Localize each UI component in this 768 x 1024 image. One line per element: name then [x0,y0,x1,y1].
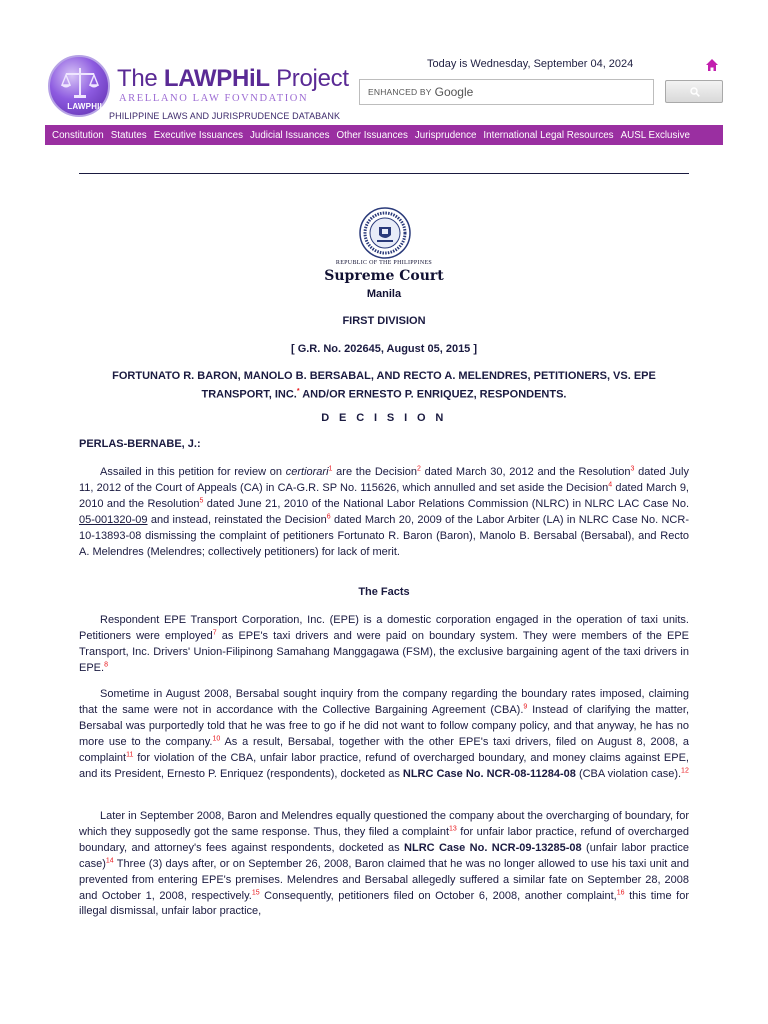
footnote-ref[interactable]: 12 [681,766,689,774]
site-title[interactable] [117,65,349,93]
home-icon[interactable] [705,58,719,72]
nav-executive-issuances[interactable]: Executive Issuances [153,129,244,141]
footnote-ref[interactable]: 10 [212,735,221,743]
parties-footnote[interactable]: * [296,388,300,395]
logo-caption: LAWPHIL [67,102,105,111]
footnote-ref[interactable]: 13 [449,825,457,833]
paragraph-2: Respondent EPE Transport Corporation, Inc. (EPE) is a domestic corporation engaged in the operation of taxi units. Petitioners were employed$^7$ as EPE's taxi drivers and were paid on boundary system. They were members of the EPE Transport, Inc. Drivers' Union-Filipinong Samahang Manggagawa (FSM), the exclusive bargaining agent of the taxi drivers in EPE.$^8$ [79,614,690,674]
paragraph-1: Assailed in this petition for review on certiorari$^1$ are the Decision$^2$ dated March 30, 2012 and the Resolution$^3$ dated July 11, 2012 of the Court of Appeals (CA) in CA-G.R. SP No. 115626, which annulled and set aside the Decision$^4$ dated March 9, 2010 and the Resolution$^5$ dated June 21, 2010 of the National Labor Relations Commission (NLRC) in NLRC LAC Case No. 05-001320-09 and instead, reinstated the Decision$^6$ dated March 20, 2009 of the Labor Arbiter (LA) in NLRC Case No. NCR-10-13893-08 dismissing the complaint of petitioners Fortunato R. Baron (Baron), Manolo B. Bersabal (Bersabal), and Recto A. Melendres (Melendres; collectively petitioners) for lack of merit. [79,465,689,558]
footnote-ref[interactable]: 14 [105,857,114,865]
case-number: [ G.R. No. 202645, August 05, 2015 ] [290,343,478,355]
footnote-ref[interactable]: 11 [126,750,134,758]
nav-judicial-issuances[interactable]: Judicial Issuances [250,129,330,141]
title-prefix: The [117,65,164,92]
google-brand: Google [434,85,474,99]
nav-other-issuances[interactable]: Other Issuances [336,129,408,141]
republic-label: REPUBLIC OF THE PHILIPPINES [335,260,433,266]
databank-tagline: PHILIPPINE LAWS AND JURISPRUDENCE DATABANK [109,111,341,121]
scales-of-justice-icon [60,65,100,101]
site-header [45,52,723,126]
footnote-ref[interactable]: 8 [104,661,108,669]
footnote-ref[interactable]: 4 [608,481,613,489]
title-bold: LAWPHiL [163,65,270,92]
footnote-ref[interactable]: 9 [523,703,528,711]
supreme-court-seal [359,207,411,259]
search-button[interactable] [665,80,723,103]
footnote-ref[interactable]: 5 [199,497,204,505]
parties-part-a: FORTUNATO R. BARON, MANOLO B. BERSABAL, AND RECTO A. MELENDRES, PETITIONERS, VS. EPE TRANSPORT, INC. [112,370,656,401]
case-link[interactable]: 05-001320-09 [79,513,148,526]
facts-heading: The Facts [358,586,410,598]
nav-constitution[interactable]: Constitution [52,129,104,141]
foundation-name: ARELLANO LAW FOVNDATION [119,93,309,104]
ponente: PERLAS-BERNABE, J.: [79,438,201,450]
decision-heading: D E C I S I O N [321,412,447,424]
search-input[interactable] [359,79,654,105]
division-heading: FIRST DIVISION [342,315,426,327]
nav-statutes[interactable]: Statutes [110,129,147,141]
divider [79,173,689,174]
court-name: Supreme Court [324,268,444,284]
paragraph-4: Later in September 2008, Baron and Melendres equally questioned the company about the overcharging of boundary, for which they supposedly got the same response. Thus, they filed a complaint$^{13}$ for unfair labor practice, refund of overcharged boundary, and attorney's fees against respondents, docketed as NLRC Case No. NCR-09-13285-08 (unfair labor practice case)$^{14}$ Three (3) days after, or on September 26, 2008, Baron claimed that he was no longer allowed to use his taxi unit and prevented from entering EPE's premises. Melendres and Bersabal allegedly suffered a similar fate on September 28, 2008 and October 1, 2008, respectively.$^{15}$ Consequently, petitioners filed on October 6, 2008, another complaint,$^{16}$ this time for illegal dismissal, unfair labor practice, [79,810,690,918]
footnote-ref[interactable]: 3 [630,465,635,473]
search-hint: ENHANCED BY [368,87,432,97]
footnote-ref[interactable]: 16 [616,888,625,896]
footnote-ref[interactable]: 1 [328,465,333,473]
nav-international-legal-resources[interactable]: International Legal Resources [483,129,614,141]
footnote-ref[interactable]: 6 [326,513,331,521]
footnote-ref[interactable]: 7 [212,629,217,637]
lawphil-logo[interactable] [48,55,110,117]
footnote-ref[interactable]: 2 [417,465,421,473]
magnifier-icon [690,87,700,97]
footnote-ref[interactable]: 15 [251,888,260,896]
title-suffix: Project [269,65,349,92]
parties-part-b: AND/OR ERNESTO P. ENRIQUEZ, RESPONDENTS. [299,388,567,401]
nav-ausl-exclusive[interactable]: AUSL Exclusive [620,129,690,141]
nav-jurisprudence[interactable]: Jurisprudence [414,129,477,141]
current-date: Today is Wednesday, September 04, 2024 [427,58,634,70]
court-city: Manila [366,288,402,300]
main-nav [45,125,723,145]
case-parties [80,368,688,403]
paragraph-3: Sometime in August 2008, Bersabal sought inquiry from the company regarding the boundary rates imposed, claiming that the same were not in accordance with the Collective Bargaining Agreement (CBA).$^9$ Instead of clarifying the matter, Bersabal was purportedly told that he was free to go if he did not want to follow company policy, and that anyway, he has no more use to the company.$^{10}$ As a result, Bersabal, together with the other EPE's taxi drivers, filed on August 8, 2008, a complaint$^{11}$ for violation of the CBA, unfair labor practice, refund of overcharged boundary, and money claims against EPE, and its President, Ernesto P. Enriquez (respondents), docketed as NLRC Case No. NCR-08-11284-08 (CBA violation case).$^{12}$ [79,688,689,780]
